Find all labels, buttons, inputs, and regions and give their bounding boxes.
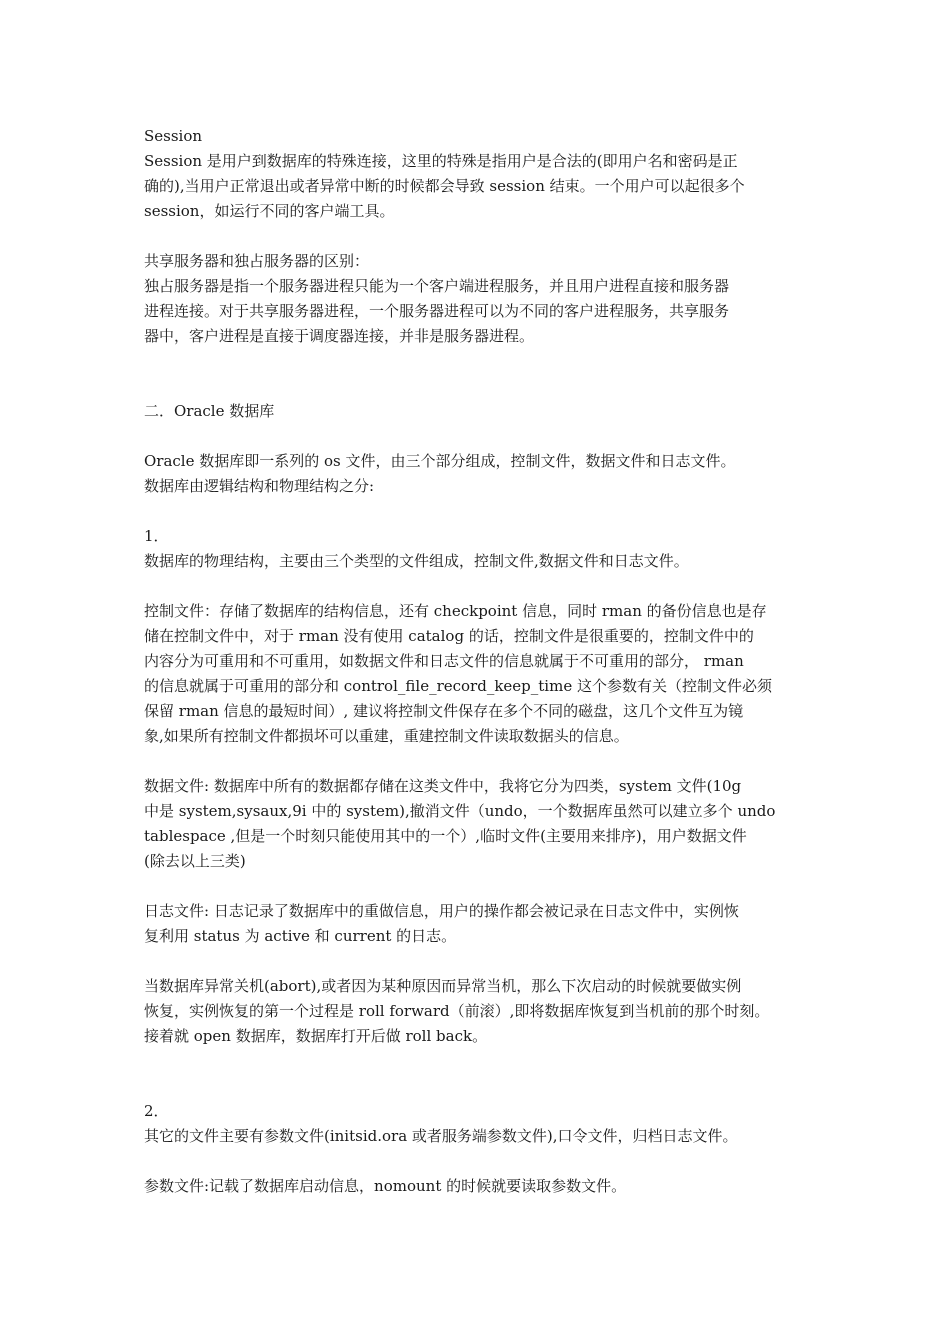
param-file-line: 参数文件:记载了数据库启动信息，nomount 的时候就要读取参数文件。 xyxy=(144,1177,627,1195)
spacer xyxy=(144,224,824,249)
control-file-line-4: 的信息就属于可重用的部分和 control_file_record_keep_time 这个参数有关（控制文件必须 xyxy=(144,677,772,695)
data-file-line-4: (除去以上三类) xyxy=(144,852,246,870)
spacer xyxy=(144,874,824,899)
oracle-intro-1: Oracle 数据库即一系列的 os 文件，由三个部分组成，控制文件，数据文件和日志文件。 xyxy=(144,452,736,470)
control-file-line-6: 象,如果所有控制文件都损坏可以重建，重建控制文件读取数据头的信息。 xyxy=(144,727,629,745)
data-file-line-3: tablespace ,但是一个时刻只能使用其中的一个）,临时文件(主要用来排序)，用户数据文件 xyxy=(144,827,747,845)
spacer xyxy=(144,949,824,974)
log-file-line-2: 复利用 status 为 active 和 current 的日志。 xyxy=(144,927,457,945)
session-heading: Session xyxy=(144,127,203,145)
oracle-heading: 二．Oracle 数据库 xyxy=(144,402,275,420)
session-line-1: Session 是用户到数据库的特殊连接，这里的特殊是指用户是合法的(即用户名和密码是正 xyxy=(144,152,738,170)
servers-line-1: 独占服务器是指一个服务器进程只能为一个客户端进程服务，并且用户进程直接和服务器 xyxy=(144,277,730,295)
servers-line-2: 进程连接。对于共享服务器进程，一个服务器进程可以为不同的客户进程服务，共享服务 xyxy=(144,302,730,320)
control-file-line-5: 保留 rman 信息的最短时间）, 建议将控制文件保存在多个不同的磁盘，这几个文件互为镜 xyxy=(144,702,744,720)
data-file-line-1: 数据文件: 数据库中所有的数据都存储在这类文件中，我将它分为四类，system 文件(10g xyxy=(144,777,742,795)
control-file-line-2: 储在控制文件中，对于 rman 没有使用 catalog 的话，控制文件是很重要的，控制文件中的 xyxy=(144,627,754,645)
spacer xyxy=(144,1149,824,1174)
log-file-line-1: 日志文件: 日志记录了数据库中的重做信息，用户的操作都会被记录在日志文件中，实例恢 xyxy=(144,902,739,920)
spacer xyxy=(144,1049,824,1099)
control-file-line-3: 内容分为可重用和不可重用，如数据文件和日志文件的信息就属于不可重用的部分， rman xyxy=(144,652,744,670)
control-file-line-1: 控制文件：存储了数据库的结构信息，还有 checkpoint 信息，同时 rman 的备份信息也是存 xyxy=(144,602,767,620)
session-line-2: 确的),当用户正常退出或者异常中断的时候都会导致 session 结束。一个用户可以起很多个 xyxy=(144,177,745,195)
section2-line: 其它的文件主要有参数文件(initsid.ora 或者服务端参数文件),口令文件，归档日志文件。 xyxy=(144,1127,738,1145)
document-page xyxy=(144,124,824,1199)
spacer xyxy=(144,574,824,599)
session-line-3: session，如运行不同的客户端工具。 xyxy=(144,202,395,220)
oracle-intro-2: 数据库由逻辑结构和物理结构之分: xyxy=(144,477,375,495)
spacer xyxy=(144,424,824,449)
section1-number: 1． xyxy=(144,527,169,545)
spacer xyxy=(144,499,824,524)
spacer xyxy=(144,349,824,399)
section1-line: 数据库的物理结构，主要由三个类型的文件组成，控制文件,数据文件和日志文件。 xyxy=(144,552,689,570)
data-file-line-2: 中是 system,sysaux,9i 中的 system),撤消文件（undo，一个数据库虽然可以建立多个 undo xyxy=(144,802,776,820)
recovery-line-3: 接着就 open 数据库，数据库打开后做 roll back。 xyxy=(144,1027,488,1045)
recovery-line-1: 当数据库异常关机(abort),或者因为某种原因而异常当机，那么下次启动的时候就要做实例 xyxy=(144,977,742,995)
spacer xyxy=(144,749,824,774)
recovery-line-2: 恢复，实例恢复的第一个过程是 roll forward（前滚）,即将数据库恢复到当机前的那个时刻。 xyxy=(144,1002,770,1020)
servers-heading: 共享服务器和独占服务器的区别： xyxy=(144,252,370,270)
section2-number: 2． xyxy=(144,1102,169,1120)
servers-line-3: 器中，客户进程是直接于调度器连接，并非是服务器进程。 xyxy=(144,327,535,345)
